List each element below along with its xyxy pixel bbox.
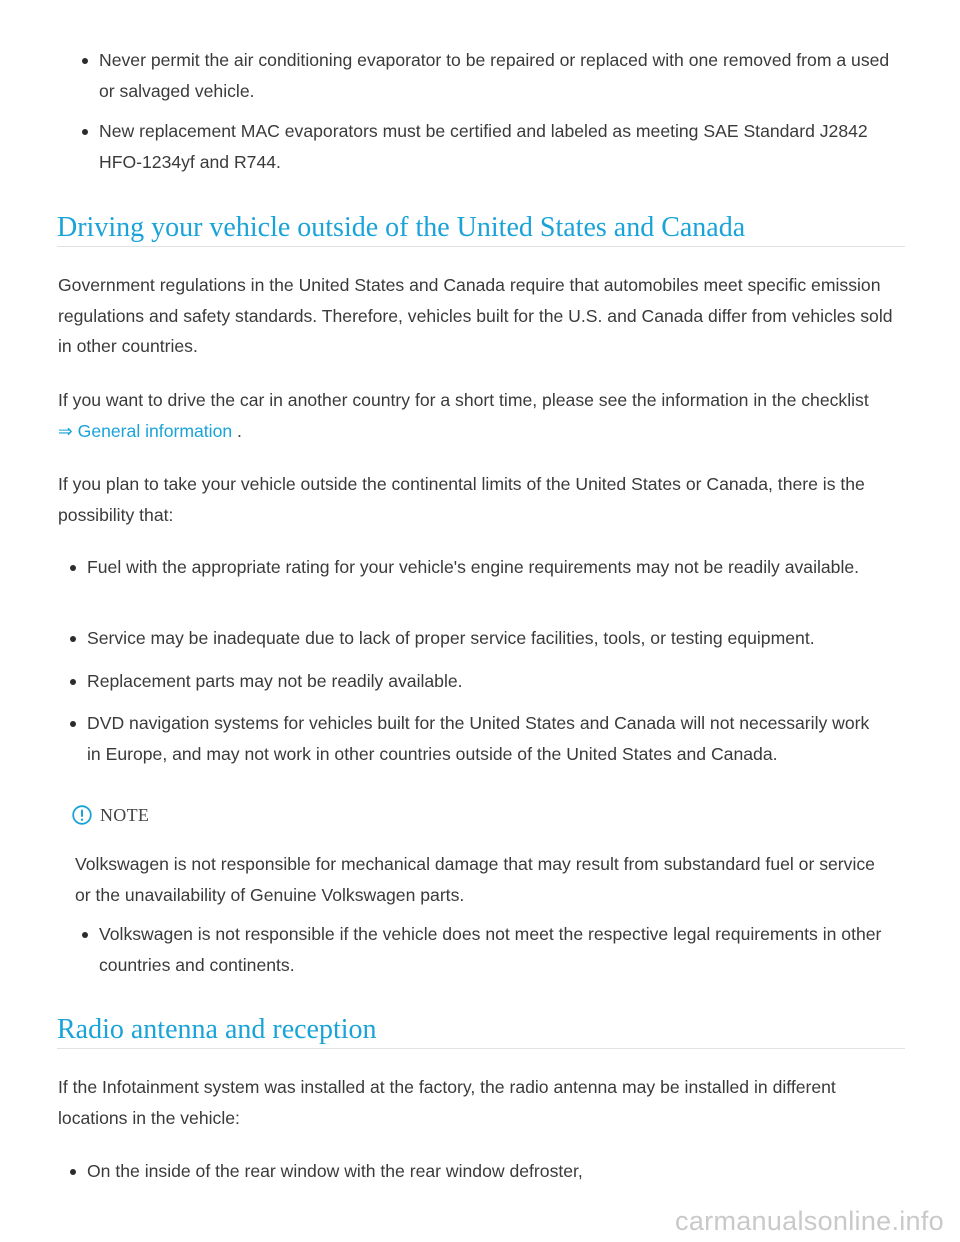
section-heading-radio-antenna: Radio antenna and reception bbox=[57, 1014, 377, 1045]
list-item: Replacement parts may not be readily available. bbox=[87, 666, 897, 697]
list-item: Fuel with the appropriate rating for your vehicle's engine requirements may not be readily available. bbox=[87, 552, 877, 583]
note-label: NOTE bbox=[100, 804, 150, 825]
paragraph bbox=[58, 385, 888, 446]
site-watermark: carmanualsonline.info bbox=[675, 1206, 944, 1236]
section-divider bbox=[57, 1048, 905, 1049]
list-item: New replacement MAC evaporators must be certified and labeled as meeting SAE Standard J2842 HFO-1234yf and R744. bbox=[99, 116, 899, 177]
general-information-link[interactable]: ⇒ General information bbox=[58, 420, 233, 441]
list-item: Volkswagen is not responsible if the vehicle does not meet the respective legal requirements in other countries and continents. bbox=[99, 919, 889, 980]
section-divider bbox=[57, 246, 905, 247]
list-item: Service may be inadequate due to lack of proper service facilities, tools, or testing equipment. bbox=[87, 623, 897, 654]
section-heading-driving-abroad: Driving your vehicle outside of the United States and Canada bbox=[57, 212, 746, 243]
paragraph-text: If you want to drive the car in another country for a short time, please see the information in the checklist bbox=[58, 390, 869, 410]
paragraph: If you plan to take your vehicle outside the continental limits of the United States or Canada, there is the possibility that: bbox=[58, 474, 865, 525]
paragraph-text: . bbox=[232, 420, 242, 441]
list-item: On the inside of the rear window with the rear window defroster, bbox=[87, 1156, 897, 1187]
paragraph: Government regulations in the United States and Canada require that automobiles meet specific emission regulations and safety standards. Therefore, vehicles built for the U.S. and Canada differ from vehicles sold in other countries. bbox=[58, 275, 893, 356]
note-header bbox=[72, 802, 149, 828]
paragraph: If the Infotainment system was installed at the factory, the radio antenna may be installed in different locations in the vehicle: bbox=[58, 1077, 836, 1128]
note-text: Volkswagen is not responsible for mechanical damage that may result from substandard fuel or service or the unavailability of Genuine Volkswagen parts. bbox=[75, 854, 875, 905]
list-item: Never permit the air conditioning evaporator to be repaired or replaced with one removed from a used or salvaged vehicle. bbox=[99, 45, 899, 106]
list-item: DVD navigation systems for vehicles built for the United States and Canada will not necessarily work in Europe, and may not work in other countries outside of the United States and Canada. bbox=[87, 708, 887, 769]
exclamation-circle-icon bbox=[72, 805, 92, 825]
